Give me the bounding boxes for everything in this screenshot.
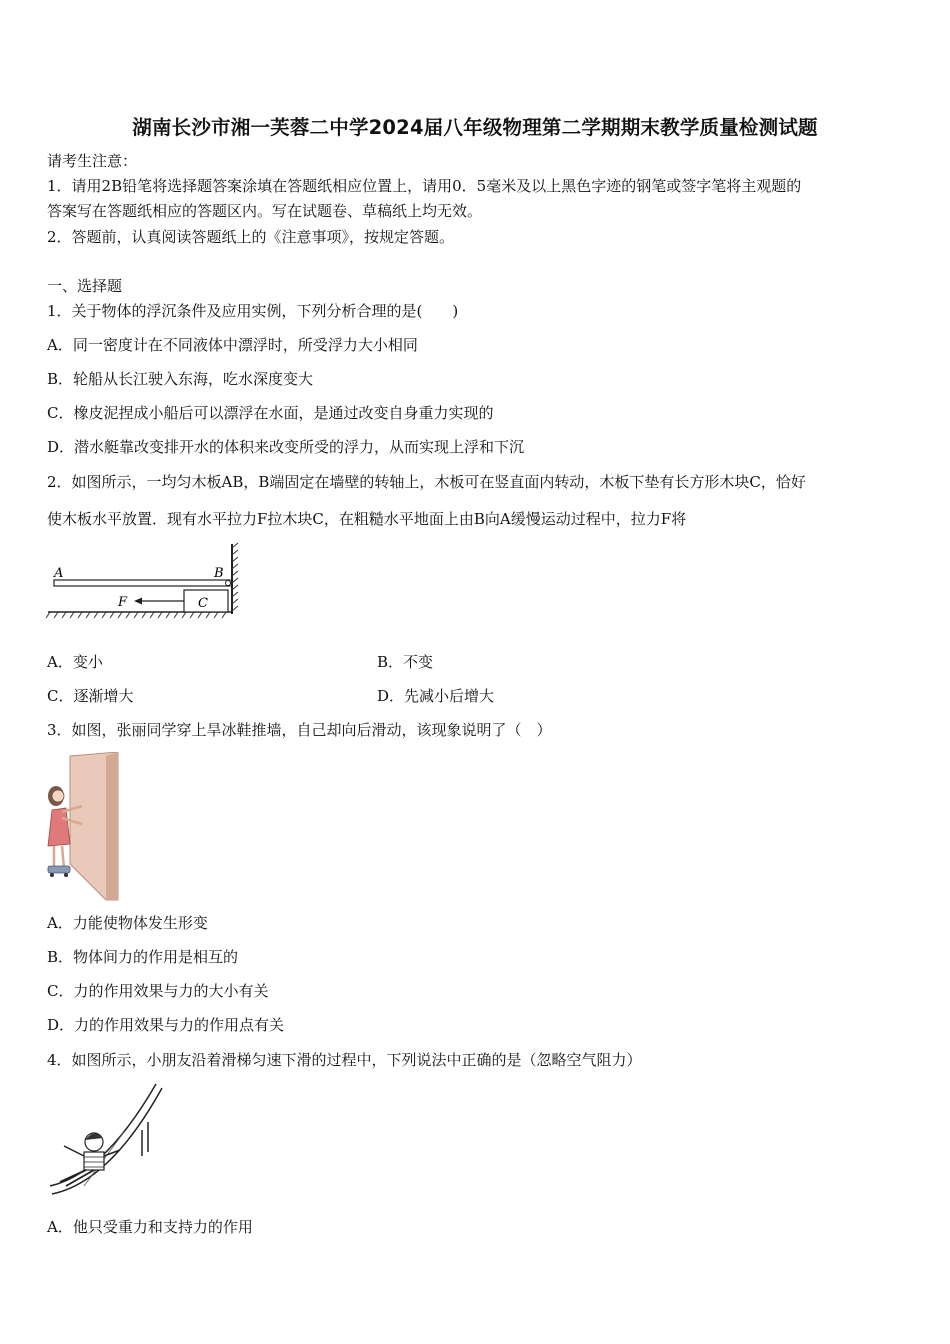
question-1-option-c: C．橡皮泥捏成小船后可以漂浮在水面，是通过改变自身重力实现的: [47, 404, 494, 422]
pivot-b: [226, 581, 231, 586]
wall-side: [106, 752, 118, 900]
board-block-figure: [44, 540, 240, 622]
question-1-option-d: D．潜水艇靠改变排开水的体积来改变所受的浮力，从而实现上浮和下沉: [47, 438, 525, 456]
question-3-option-a: A．力能使物体发生形变: [47, 914, 208, 932]
question-2-option-c: C．逐渐增大: [47, 687, 134, 705]
ground-hatch: [46, 612, 226, 618]
question-4-option-a: A．他只受重力和支持力的作用: [47, 1218, 253, 1236]
child-arm-left: [64, 1146, 84, 1156]
skate-wheel-1: [50, 873, 54, 877]
roller-skate: [48, 866, 70, 873]
question-1-stem: 1．关于物体的浮沉条件及应用实例，下列分析合理的是( ): [47, 302, 459, 320]
notice-item-1: 1．请用2B铅笔将选择题答案涂填在答题纸相应位置上，请用0．5毫米及以上黑色字迹的钢笔或签字笔将主观题的: [47, 177, 802, 195]
label-c: C: [198, 596, 208, 611]
question-3-option-c: C．力的作用效果与力的大小有关: [47, 982, 269, 1000]
slide-rail-top: [50, 1084, 156, 1186]
label-b: B: [214, 566, 224, 581]
notice-item-2: 2．答题前，认真阅读答题纸上的《注意事项》，按规定答题。: [47, 228, 455, 246]
label-a: A: [54, 566, 64, 581]
force-f-arrowhead: [134, 598, 142, 605]
question-2-option-b: B．不变: [377, 653, 434, 671]
skate-wheel-2: [64, 873, 68, 877]
question-3-stem: 3．如图，张丽同学穿上旱冰鞋推墙，自己却向后滑动，该现象说明了（ ）: [47, 721, 552, 739]
girl-pushing-wall-figure: [44, 752, 124, 902]
question-2-option-d: D．先减小后增大: [377, 687, 495, 705]
notice-heading: 请考生注意：: [47, 152, 138, 170]
question-1-option-b: B．轮船从长江驶入东海，吃水深度变大: [47, 370, 314, 388]
child-on-slide-figure: [44, 1082, 166, 1200]
board-ab: [54, 580, 230, 586]
question-3-option-b: B．物体间力的作用是相互的: [47, 948, 239, 966]
notice-item-1-cont: 答案写在答题纸相应的答题区内。写在试题卷、草稿纸上均无效。: [47, 202, 483, 220]
girl-head: [52, 790, 64, 802]
question-2-stem-line-1: 2．如图所示，一均匀木板AB，B端固定在墙壁的转轴上，木板可在竖直面内转动，木板下垫有长方形木块C，恰好: [47, 473, 806, 491]
question-3-option-d: D．力的作用效果与力的作用点有关: [47, 1016, 285, 1034]
girl-leg-right: [62, 846, 64, 868]
section-heading: 一、选择题: [47, 277, 123, 295]
label-f: F: [118, 595, 128, 610]
question-1-option-a: A．同一密度计在不同液体中漂浮时，所受浮力大小相同: [47, 336, 418, 354]
question-4-stem: 4．如图所示，小朋友沿着滑梯匀速下滑的过程中，下列说法中正确的是（忽略空气阻力）: [47, 1051, 642, 1069]
question-2-stem-line-2: 使木板水平放置．现有水平拉力F拉木块C，在粗糙水平地面上由B向A缓慢运动过程中，拉力F将: [47, 510, 687, 528]
girl-dress: [48, 808, 70, 846]
question-2-option-a: A．变小: [47, 653, 103, 671]
page-title: 湖南长沙市湘一芙蓉二中学2024届八年级物理第二学期期末教学质量检测试题: [132, 116, 818, 139]
